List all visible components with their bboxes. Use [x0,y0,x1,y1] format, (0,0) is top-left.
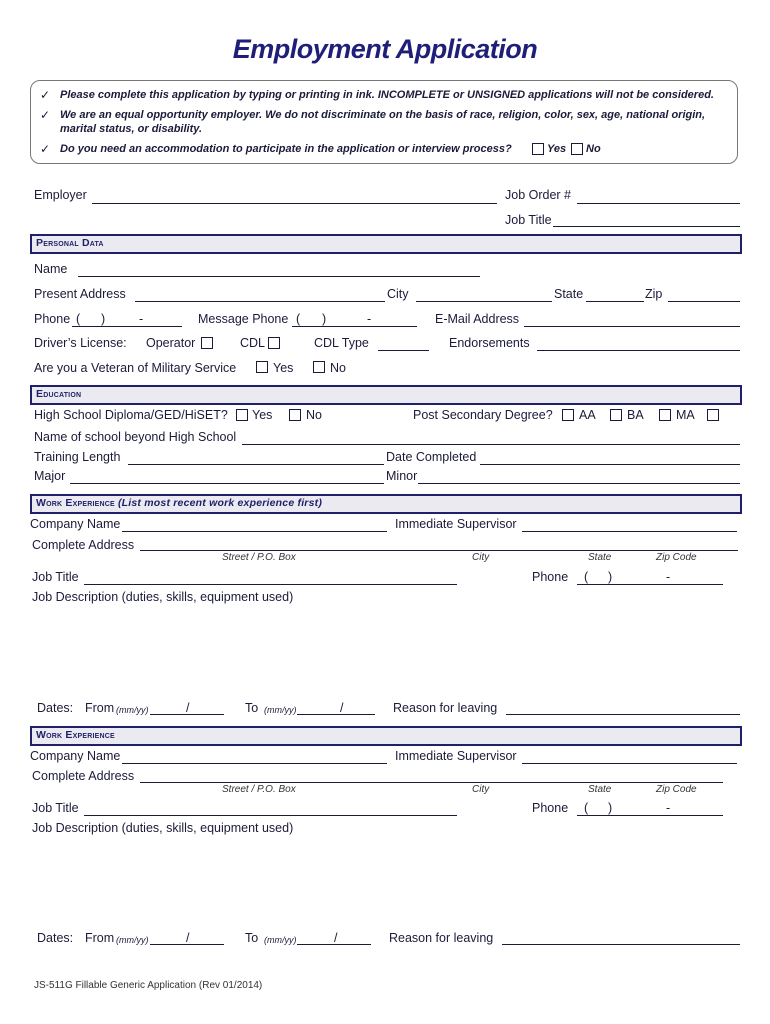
state-sublabel: State [588,552,612,563]
date-completed-label: Date Completed [386,450,477,464]
endorsements-field[interactable] [537,350,740,351]
from-slash: / [186,701,190,715]
section-work-experience-2 [30,726,742,746]
veteran-no-checkbox[interactable] [313,361,325,373]
complete-address-label: Complete Address [32,538,135,552]
to-label: To [245,931,259,945]
major-label: Major [34,469,66,483]
check-icon: ✓ [40,142,51,156]
hs-yes-checkbox[interactable] [236,409,248,421]
job-title-field[interactable] [553,226,740,227]
accommodation-yes-checkbox[interactable] [532,143,544,155]
reason-label: Reason for leaving [389,931,494,945]
complete-address-label: Complete Address [32,769,135,783]
email-label: E-Mail Address [435,312,520,326]
to-date-field[interactable] [297,714,375,715]
street-sublabel: Street / P.O. Box [222,552,296,563]
phone-label: Phone [34,312,71,326]
major-field[interactable] [70,483,384,484]
notice-line-2: We are an equal opportunity employer. We do not discriminate on the basis of race, religion, color, sex, age, national origin, [60,109,706,121]
aa-label: AA [579,408,596,422]
job-title-label: Job Title [32,801,79,815]
aa-checkbox[interactable] [562,409,574,421]
from-label: From [85,931,115,945]
section-education [30,385,742,405]
section-title: Personal Data [36,237,104,249]
phone-dash: - [666,801,671,815]
phone-field[interactable] [72,326,182,327]
to-label: To [245,701,259,715]
phone-dash: - [666,570,671,584]
check-icon: ✓ [40,108,51,122]
zip-sublabel: Zip Code [656,784,697,795]
from-format-hint: (mm/yy) [116,705,149,715]
accommodation-yes-label: Yes [547,143,567,155]
company-name-field[interactable] [122,531,387,532]
street-sublabel: Street / P.O. Box [222,784,296,795]
reason-field[interactable] [506,714,740,715]
ma-checkbox[interactable] [659,409,671,421]
job-title-field[interactable] [84,815,457,816]
to-slash: / [340,701,344,715]
company-name-label: Company Name [30,749,121,763]
veteran-yes-checkbox[interactable] [256,361,268,373]
complete-address-field[interactable] [140,550,738,551]
phone-label: Phone [532,570,569,584]
message-phone-label: Message Phone [198,312,289,326]
city-sublabel: City [472,552,490,563]
date-completed-field[interactable] [480,464,740,465]
zip-sublabel: Zip Code [656,552,697,563]
veteran-yes-label: Yes [273,361,294,375]
employer-field[interactable] [92,203,497,204]
phone-paren-open: ( [584,801,589,815]
present-address-label: Present Address [34,287,126,301]
phone-paren-open: ( [76,312,81,326]
minor-label: Minor [386,469,418,483]
drivers-license-label: Driver’s License: [34,336,127,350]
message-phone-field[interactable] [292,326,417,327]
city-sublabel: City [472,784,490,795]
to-format-hint: (mm/yy) [264,935,297,945]
phone-field[interactable] [577,815,723,816]
state-field[interactable] [586,301,644,302]
section-note: (List most recent work experience first) [117,497,323,509]
message-phone-paren-open: ( [296,312,301,326]
job-description-label: Job Description (duties, skills, equipment used) [32,590,294,604]
training-length-label: Training Length [34,450,121,464]
supervisor-label: Immediate Supervisor [395,517,517,531]
message-phone-dash: - [367,312,372,326]
state-sublabel: State [588,784,612,795]
job-order-label: Job Order # [505,188,572,202]
section-personal-data [30,234,742,254]
ba-label: BA [627,408,644,422]
reason-label: Reason for leaving [393,701,498,715]
post-secondary-label: Post Secondary Degree? [413,408,553,422]
form-footer: JS-511G Fillable Generic Application (Rev 01/2014) [34,980,263,991]
hs-no-label: No [306,408,322,422]
training-length-field[interactable] [128,464,384,465]
accommodation-no-label: No [586,143,601,155]
job-order-field[interactable] [577,203,740,204]
city-field[interactable] [416,301,552,302]
hs-yes-label: Yes [252,408,273,422]
company-name-field[interactable] [122,763,387,764]
dates-label: Dates: [37,701,74,715]
section-work-experience-1 [30,494,742,514]
from-slash: / [186,931,190,945]
cdl-label: CDL [240,336,266,350]
supervisor-field[interactable] [522,531,737,532]
zip-label: Zip [645,287,663,301]
email-field[interactable] [524,326,740,327]
phone-paren-close: ) [608,570,613,584]
veteran-label: Are you a Veteran of Military Service [34,361,237,375]
accommodation-no-checkbox[interactable] [571,143,583,155]
name-field[interactable] [78,276,480,277]
cdl-checkbox[interactable] [268,337,280,349]
job-title-label: Job Title [505,213,552,227]
ma-label: MA [676,408,695,422]
complete-address-field[interactable] [140,782,723,783]
hs-diploma-label: High School Diploma/GED/HiSET? [34,408,228,422]
to-format-hint: (mm/yy) [264,705,297,715]
phone-paren-close: ) [608,801,613,815]
from-format-hint: (mm/yy) [116,935,149,945]
city-label: City [387,287,409,301]
section-title: Education [36,388,82,400]
school-beyond-field[interactable] [242,444,740,445]
job-title-field[interactable] [84,584,457,585]
supervisor-field[interactable] [522,763,737,764]
dates-label: Dates: [37,931,74,945]
notice-line-1: Please complete this application by typing or printing in ink. INCOMPLETE or UNSIGNED applications will not be considered. [60,89,714,101]
phone-label: Phone [532,801,569,815]
section-title [36,497,322,509]
minor-field[interactable] [418,483,740,484]
phone-dash: - [139,312,144,326]
other-degree-checkbox[interactable] [707,409,719,421]
phone-paren-open: ( [584,570,589,584]
endorsements-label: Endorsements [449,336,530,350]
operator-label: Operator [146,336,196,350]
from-label: From [85,701,115,715]
zip-field[interactable] [668,301,740,302]
cdl-type-label: CDL Type [314,336,369,350]
name-label: Name [34,262,68,276]
hs-no-checkbox[interactable] [289,409,301,421]
employer-label: Employer [34,188,87,202]
operator-checkbox[interactable] [201,337,213,349]
supervisor-label: Immediate Supervisor [395,749,517,763]
notice-line-2-cont: marital status, or disability. [60,123,203,135]
section-title: Work Experience [36,729,115,741]
state-label: State [554,287,584,301]
job-description-label: Job Description (duties, skills, equipment used) [32,821,294,835]
notice-line-3: Do you need an accommodation to participate in the application or interview process? [60,143,512,155]
check-icon: ✓ [40,88,51,102]
message-phone-paren-close: ) [322,312,327,326]
ba-checkbox[interactable] [610,409,622,421]
cdl-type-field[interactable] [378,350,429,351]
present-address-field[interactable] [135,301,385,302]
section-title-text: Work Experience [36,497,115,509]
veteran-no-label: No [330,361,346,375]
phone-paren-close: ) [101,312,106,326]
to-slash: / [334,931,338,945]
company-name-label: Company Name [30,517,121,531]
job-title-label: Job Title [32,570,79,584]
phone-field[interactable] [577,584,723,585]
reason-field[interactable] [502,944,740,945]
page-title: Employment Application [232,34,538,64]
school-beyond-label: Name of school beyond High School [34,430,237,444]
